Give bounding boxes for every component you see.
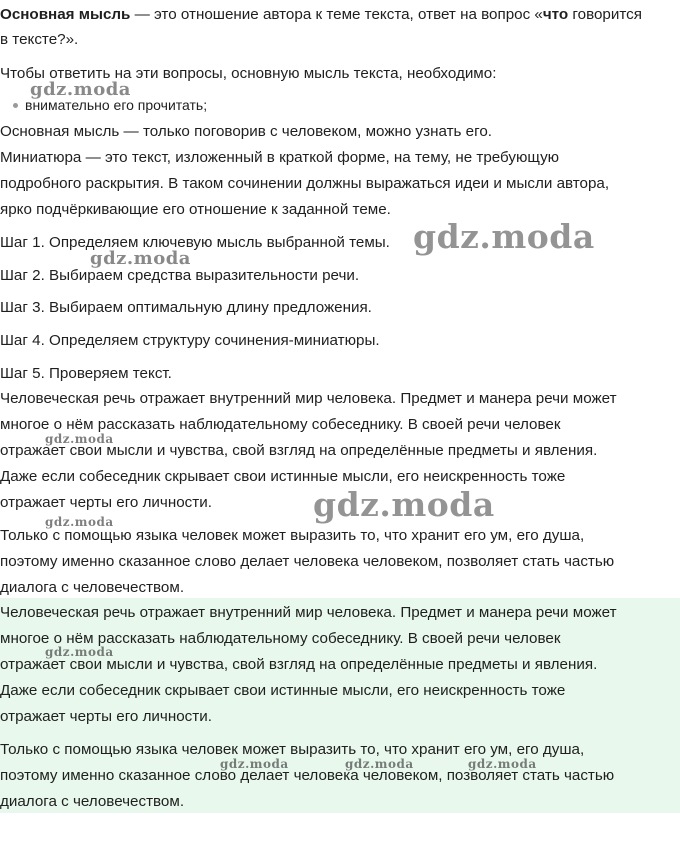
answer-line-6: Только с помощью языка человек может выразить то, что хранит его ум, его душа, [0,741,585,758]
essay-line-2: многое о нём рассказать наблюдательному собеседнику. В своей речи человек [0,416,561,433]
miniature-line-1: Миниатюра — это текст, изложенный в краткой форме, на тему, не требующую [0,149,560,166]
watermark-logo: gdz.moda [313,485,495,524]
definition-line-1: Основная мысль — это отношение автора к теме текста, ответ на вопрос «что говорится [0,6,642,23]
answer-line-5: отражает черты его личности. [0,708,212,725]
watermark-logo: gdz.moda [345,757,414,771]
step-1: Шаг 1. Определяем ключевую мысль выбранной темы. [0,234,390,251]
step-5: Шаг 5. Проверяем текст. [0,365,172,382]
watermark-logo: gdz.moda [45,645,114,659]
definition-line-2: в тексте?». [0,31,79,48]
answer-line-3: отражает свои мысли и чувства, свой взгляд на определённые предметы и явления. [0,656,598,673]
miniature-line-3: ярко подчёркивающие его отношение к заданной теме. [0,201,391,218]
miniature-line-2: подробного раскрытия. В таком сочинении должны выражаться идеи и мысли автора, [0,175,610,192]
watermark-logo: gdz.moda [45,432,114,446]
answer-line-4: Даже если собеседник скрывает свои истинные мысли, его неискренность тоже [0,682,566,699]
essay-line-5: отражает черты его личности. [0,494,212,511]
definition-term: Основная мысль [0,6,131,23]
step-2: Шаг 2. Выбираем средства выразительности речи. [0,267,360,284]
answer-line-2: многое о нём рассказать наблюдательному собеседнику. В своей речи человек [0,630,561,647]
essay-line-1: Человеческая речь отражает внутренний мир человека. Предмет и манера речи может [0,390,617,407]
essay-line-7: поэтому именно сказанное слово делает человека человеком, позволяет стать частью [0,553,615,570]
step-4: Шаг 4. Определяем структуру сочинения-миниатюры. [0,332,380,349]
watermark-logo: gdz.moda [468,757,537,771]
watermark-logo: gdz.moda [220,757,289,771]
watermark-logo: gdz.moda [45,515,114,529]
answer-line-8: диалога с человечеством. [0,793,185,810]
essay-line-6: Только с помощью языка человек может выразить то, что хранит его ум, его душа, [0,527,585,544]
essay-line-4: Даже если собеседник скрывает свои истинные мысли, его неискренность тоже [0,468,566,485]
watermark-logo: gdz.moda [90,248,191,269]
instruction-text: Чтобы ответить на эти вопросы, основную мысль текста, необходимо: [0,65,497,82]
main-idea-text: Основная мысль — только поговорив с человеком, можно узнать его. [0,123,493,140]
bullet-item: внимательно его прочитать; [25,97,208,113]
answer-line-7: поэтому именно сказанное слово делает человека человеком, позволяет стать частью [0,767,615,784]
bullet-icon [13,103,18,108]
essay-line-3: отражает свои мысли и чувства, свой взгляд на определённые предметы и явления. [0,442,598,459]
step-3: Шаг 3. Выбираем оптимальную длину предложения. [0,299,372,316]
watermark-logo: gdz.moda [413,217,595,256]
essay-line-8: диалога с человечеством. [0,579,185,596]
answer-line-1: Человеческая речь отражает внутренний мир человека. Предмет и манера речи может [0,604,617,621]
watermark-logo: gdz.moda [30,79,131,100]
